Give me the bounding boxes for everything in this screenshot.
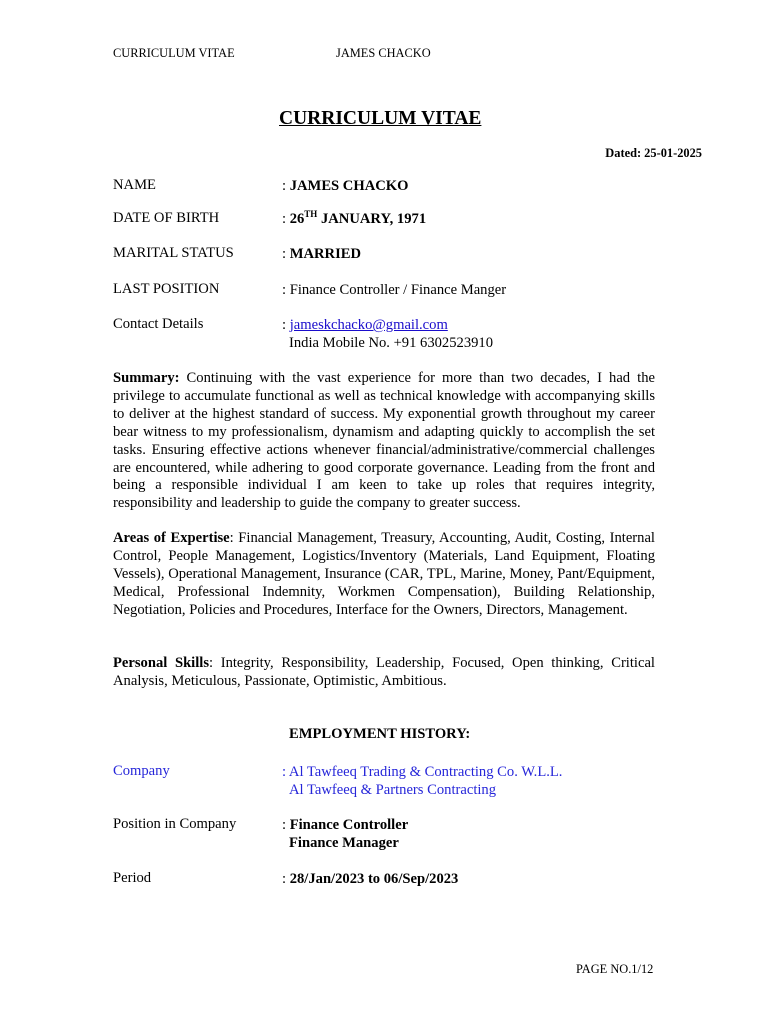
last-position-value: Finance Controller / Finance Manger bbox=[289, 282, 507, 298]
period-value: 28/Jan/2023 to 06/Sep/2023 bbox=[289, 871, 459, 887]
expertise-paragraph bbox=[113, 530, 655, 620]
expertise-label: Areas of Expertise bbox=[113, 530, 230, 546]
position-title-2: Finance Manager bbox=[289, 835, 399, 851]
period-label: Period bbox=[113, 870, 152, 886]
company-name-2: Al Tawfeeq & Partners Contracting bbox=[289, 782, 497, 798]
employment-heading: EMPLOYMENT HISTORY: bbox=[289, 726, 471, 742]
skills-label: Personal Skills bbox=[113, 655, 210, 671]
company-label: Company bbox=[113, 763, 170, 779]
position-row bbox=[282, 816, 408, 852]
separator: : bbox=[282, 871, 290, 887]
separator: : bbox=[282, 282, 290, 298]
page-number: PAGE NO.1/12 bbox=[576, 962, 654, 976]
dob-row bbox=[282, 210, 426, 228]
dob-day: 26 bbox=[289, 211, 305, 227]
marital-value: MARRIED bbox=[289, 246, 362, 262]
separator: : bbox=[282, 817, 290, 833]
position-title-1: Finance Controller bbox=[289, 817, 409, 833]
last-position-row bbox=[282, 281, 506, 299]
document-title: CURRICULUM VITAE bbox=[279, 108, 482, 129]
dob-ordinal: TH bbox=[304, 209, 318, 220]
marital-label: MARITAL STATUS bbox=[113, 245, 234, 261]
running-header-right: JAMES CHACKO bbox=[336, 46, 431, 60]
contact-row bbox=[282, 316, 493, 352]
summary-text: Continuing with the vast experience for more than two decades, I had the privilege to accumulate functional as well as technical knowledge with accompanying skills to deliver at the highest standard of success. My exponential growth throughout my career bear witness to my professionalism, dynamism and adapting quickly to accomplish the set tasks. Ensuring effective actions whenever financial/administrative/commercial challenges are encountered, while adhering to good corporate governance. Leading from the front and being a responsible individual I am keen to take up roles that requires integrity, responsibility and leadership to guide the company to greater success. bbox=[113, 370, 655, 512]
skills-text: : Integrity, Responsibility, Leadership, Focused, Open thinking, Critical Analysis, Meticulous, Passionate, Optimistic, Ambitious. bbox=[113, 655, 655, 689]
position-label: Position in Company bbox=[113, 816, 237, 832]
running-header-left: CURRICULUM VITAE bbox=[113, 46, 235, 60]
dob-value bbox=[290, 211, 426, 227]
separator: : bbox=[282, 211, 290, 227]
name-row bbox=[282, 177, 408, 195]
dob-label: DATE OF BIRTH bbox=[113, 210, 220, 226]
skills-paragraph bbox=[113, 655, 655, 691]
dated-stamp: Dated: 25-01-2025 bbox=[605, 146, 702, 160]
separator: : bbox=[282, 317, 290, 333]
contact-label: Contact Details bbox=[113, 316, 204, 332]
summary-paragraph bbox=[113, 370, 655, 513]
expertise-text: : Financial Management, Treasury, Accounting, Audit, Costing, Internal Control, People Management, Logistics/Inventory (Materials, Land Equipment, Floating Vessels), Operational Management, Insurance (CAR, TPL, Marine, Money, Pant/Equipment, Medical, Professional Indemnity, Workmen Compensation), Building Relationship, Negotiation, Policies and Procedures, Interface for the Owners, Directors, Management. bbox=[113, 530, 655, 618]
period-row bbox=[282, 870, 458, 888]
email-link[interactable]: jameskchacko@gmail.com bbox=[289, 317, 448, 333]
dob-month-year: JANUARY, 1971 bbox=[317, 211, 427, 227]
company-name-1: Al Tawfeeq Trading & Contracting Co. W.L.L. bbox=[288, 764, 563, 780]
last-position-label: LAST POSITION bbox=[113, 281, 220, 297]
mobile-number: India Mobile No. +91 6302523910 bbox=[289, 335, 494, 351]
separator: : bbox=[282, 246, 290, 262]
separator: : bbox=[282, 764, 289, 780]
summary-label: Summary: bbox=[113, 370, 180, 386]
marital-row bbox=[282, 245, 361, 263]
separator: : bbox=[282, 178, 290, 194]
company-row bbox=[282, 763, 562, 799]
name-value: JAMES CHACKO bbox=[289, 178, 409, 194]
name-label: NAME bbox=[113, 177, 156, 193]
